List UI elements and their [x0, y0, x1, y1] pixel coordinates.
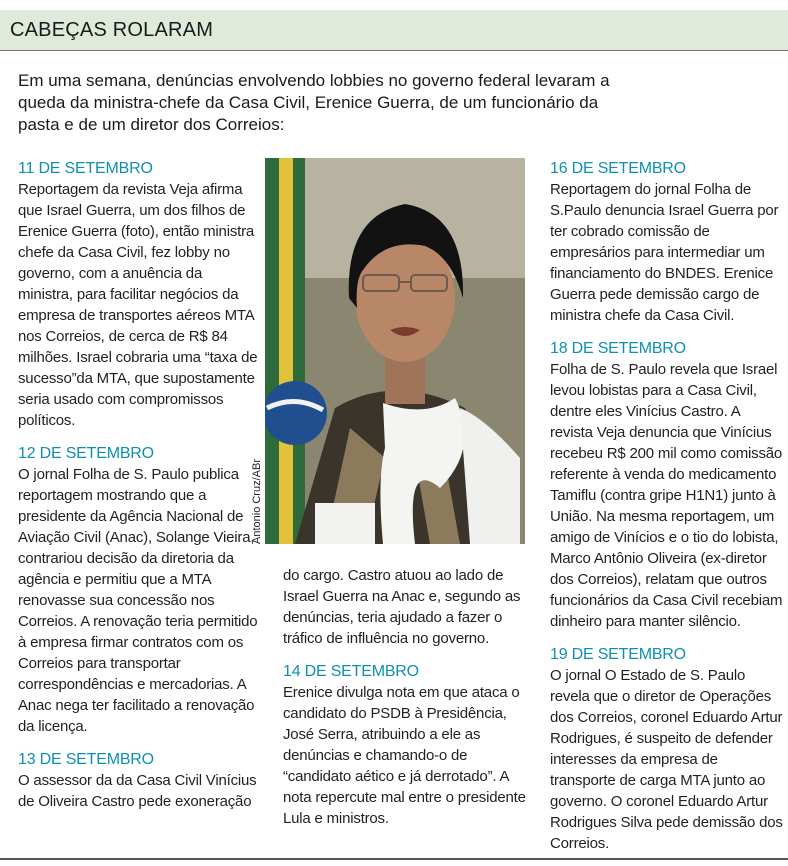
entry-date: 19 DE SETEMBRO: [550, 646, 686, 663]
column-middle: [283, 565, 533, 829]
entry-sep-18: [550, 338, 786, 632]
section-header: [0, 10, 788, 51]
entry-sep-11: [18, 158, 258, 431]
entry-date: 11 DE SETEMBRO: [18, 160, 153, 177]
entry-date: 13 DE SETEMBRO: [18, 751, 154, 768]
entry-sep-13-continuation: do cargo. Castro atuou ao lado de Israel Guerra na Anac e, segundo as denúncias, teria ajudado a fazer o tráfico de influência no governo.: [283, 567, 521, 647]
bottom-rule: [0, 858, 788, 860]
entry-sep-16: [550, 158, 786, 326]
entry-text: O jornal Folha de S. Paulo publica reportagem mostrando que a presidente da Agência Nacional de Aviação Civil (Anac), Solange Vieira, contrariou decisão da diretoria da agência e permitiu que a MTA renovasse sua concessão nos Correios. A renovação teria permitido à empresa firmar contratos com os Correios para transportar correspondências e mercadorias. A Anac nega ter facilitado a renovação da licença.: [18, 466, 258, 735]
intro-paragraph: Em uma semana, denúncias envolvendo lobbies no governo federal levaram a queda da ministra-chefe da Casa Civil, Erenice Guerra, de um funcionário da pasta e de um diretor dos Correios:: [18, 71, 610, 134]
entry-text: Erenice divulga nota em que ataca o candidato do PSDB à Presidência, José Serra, atribuindo a ele as denúncias e chamando-o de “candidato aético e já derrotado”. A nota repercute mal entre o presidente Lula e ministros.: [283, 684, 526, 827]
entry-text: O assessor da da Casa Civil Vinícius de Oliveira Castro pede exoneração: [18, 772, 257, 810]
entry-date: 14 DE SETEMBRO: [283, 663, 419, 680]
entry-sep-19: [550, 644, 786, 854]
entry-sep-14: [283, 661, 533, 829]
entry-date: 18 DE SETEMBRO: [550, 340, 686, 357]
entry-text: Reportagem do jornal Folha de S.Paulo denuncia Israel Guerra por ter cobrado comissão de empresários para intermediar um financiamento do BNDES. Erenice Guerra pede demissão cargo de ministra chefe da Casa Civil.: [550, 181, 779, 324]
entry-date: 16 DE SETEMBRO: [550, 160, 686, 177]
photo-credit: Antonio Cruz/ABr: [251, 459, 263, 544]
entry-sep-12: [18, 443, 258, 737]
erenice-guerra-photo: [265, 158, 525, 544]
column-right: [550, 158, 786, 854]
column-left: [18, 158, 258, 812]
entry-text: Folha de S. Paulo revela que Israel levou lobistas para a Casa Civil, dentre eles Vinícius Castro. A revista Veja denuncia que Vinícius recebeu R$ 200 mil como comissão referente à venda do medicamento Tamiflu (contra gripe H1N1) junto à União. Na mesma reportagem, um amigo de Vinícios e o tio do lobista, Marco Antônio Oliveira (ex-diretor dos Correios), relatam que outros funcionários da Casa Civil recebiam dinheiro para manter silêncio.: [550, 361, 783, 630]
portrait-illustration: [265, 158, 525, 544]
entry-text: Reportagem da revista Veja afirma que Israel Guerra, um dos filhos de Erenice Guerra (foto), então ministra chefe da Casa Civil, fez lobby no governo, com a anuência da ministra, para facilitar negócios da empresa de transportes aéreos MTA nos Correios, de cerca de R$ 84 milhões. Israel cobraria uma “taxa de sucesso”da MTA, que supostamente seria usado com compromissos políticos.: [18, 181, 258, 429]
entry-text: O jornal O Estado de S. Paulo revela que o diretor de Operações dos Correios, coronel Eduardo Artur Rodrigues, é suspeito de defender interesses da empresa de transporte de carga MTA junto ao governo. O coronel Eduardo Artur Rodrigues Silva pede demissão dos Correios.: [550, 667, 783, 852]
entry-sep-13: [18, 749, 258, 812]
entry-date: 12 DE SETEMBRO: [18, 445, 154, 462]
section-title: CABEÇAS ROLARAM: [10, 19, 214, 41]
